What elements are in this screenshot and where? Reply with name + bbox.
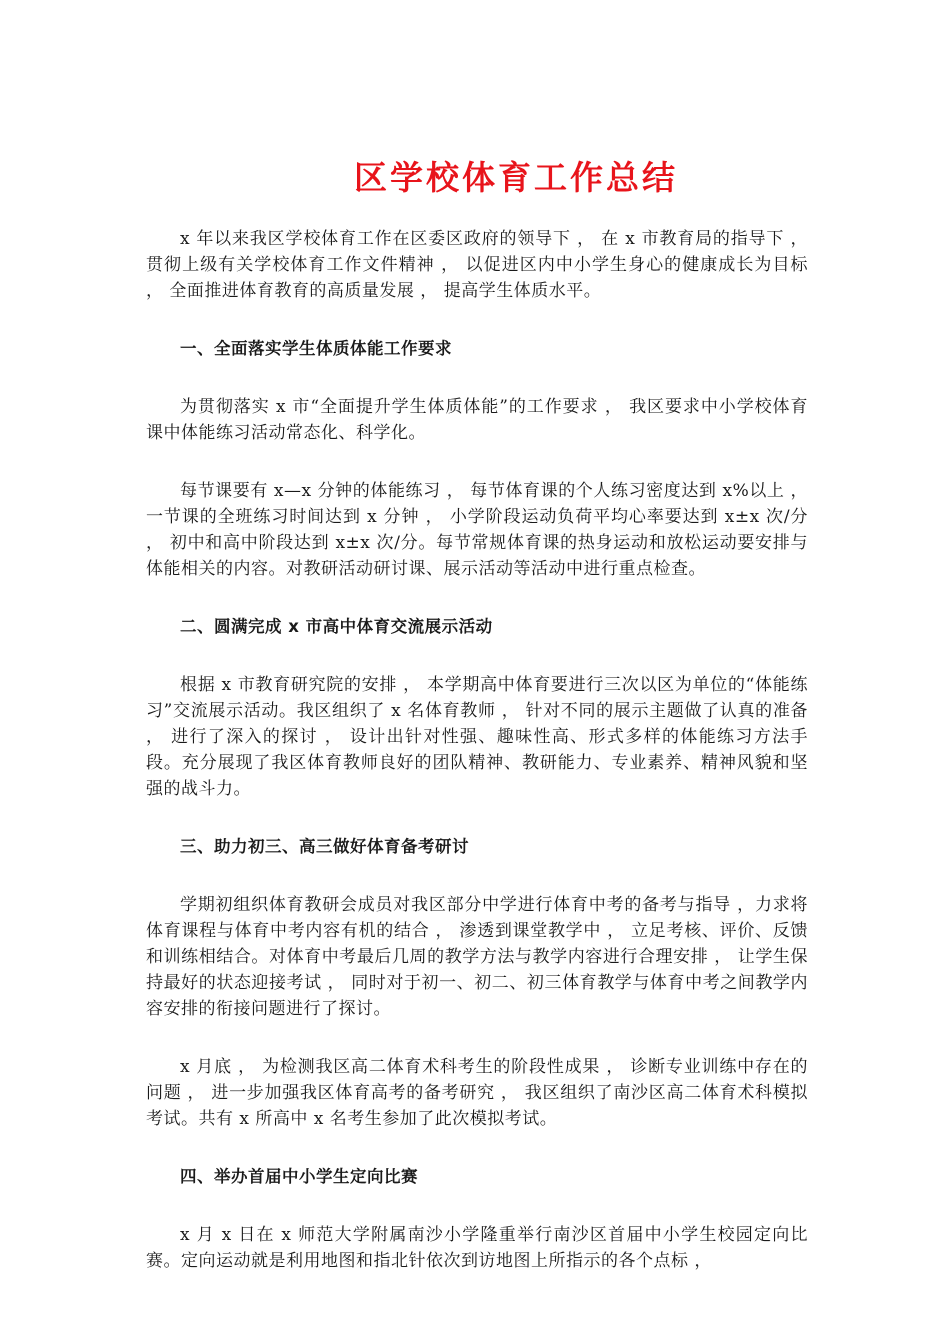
intro-paragraph: x 年以来我区学校体育工作在区委区政府的领导下 ， 在 x 市教育局的指导下 ， 贯彻上级有关学校体育工作文件精神 ， 以促进区内中小学生身心的健康成长为目标 ， 全面推进体育教育的高质量发展 ， 提高学生体质水平。 [146,229,808,301]
document-body [146,226,808,1274]
section-1-paragraph-2: 每节课要有 x—x 分钟的体能练习 ， 每节体育课的个人练习密度达到 x%以上 ， 一节课的全班练习时间达到 x 分钟 ， 小学阶段运动负荷平均心率要达到 x±x 次/分 ， 初中和高中阶段达到 x±x 次/分。每节常规体育课的热身运动和放松运动要安排与体能相关的内容。对教研活动研讨课、展示活动等活动中进行重点检查。 [146,481,808,579]
section-3-paragraph-1: 学期初组织体育教研会成员对我区部分中学进行体育中考的备考与指导 ，力求将体育课程与体育中考内容有机的结合 ， 渗透到课堂教学中 ， 立足考核、评价、反馈和训练相结合。对体育中考最后几周的教学方法与教学内容进行合理安排 ， 让学生保持最好的状态迎接考试 ， 同时对于初一、初二、初三体育教学与体育中考之间教学内容安排的衔接问题进行了探讨。 [146,895,808,1019]
section-3-paragraph-2: x 月底 ， 为检测我区高二体育术科考生的阶段性成果 ， 诊断专业训练中存在的问题 ， 进一步加强我区体育高考的备考研究 ， 我区组织了南沙区高二体育术科模拟考试。共有 x 所高中 x 名考生参加了此次模拟考试。 [146,1057,808,1129]
section-heading-1: 一、全面落实学生体质体能工作要求 [180,339,452,358]
section-heading-2: 二、圆满完成 x 市高中体育交流展示活动 [180,617,493,636]
section-heading-4: 四、举办首届中小学生定向比赛 [180,1167,418,1186]
section-1-paragraph-1: 为贯彻落实 x 市“全面提升学生体质体能”的工作要求 ， 我区要求中小学校体育课中体能练习活动常态化、科学化。 [146,397,808,443]
section-4-paragraph-1: x 月 x 日在 x 师范大学附属南沙小学隆重举行南沙区首届中小学生校园定向比赛。定向运动就是利用地图和指北针依次到访地图上所指示的各个点标 ， [146,1225,808,1271]
section-heading-3: 三、助力初三、高三做好体育备考研讨 [180,837,469,856]
document-title: 区学校体育工作总结 [354,158,678,197]
section-2-paragraph-1: 根据 x 市教育研究院的安排 ， 本学期高中体育要进行三次以区为单位的“体能练习”交流展示活动。我区组织了 x 名体育教师 ， 针对不同的展示主题做了认真的准备 ， 进行了深入的探讨 ， 设计出针对性强、趣味性高、形式多样的体能练习方法手段。充分展现了我区体育教师良好的团队精神、教研能力、专业素养、精神风貌和坚强的战斗力。 [146,675,808,799]
